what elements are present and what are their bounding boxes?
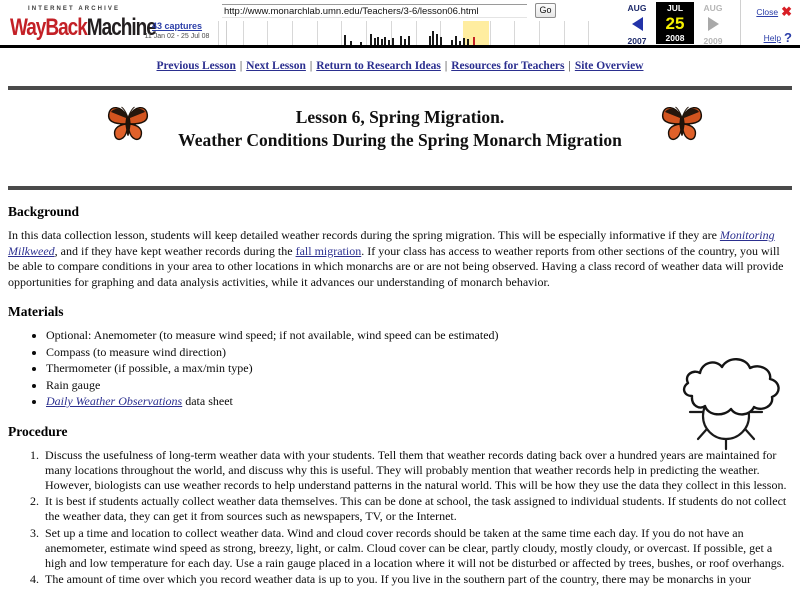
timeline-capture-bar[interactable]	[392, 38, 394, 45]
divider-top	[8, 86, 792, 90]
cloud-and-sun-icon	[662, 348, 792, 453]
nav-link-next-lesson[interactable]: Next Lesson	[246, 60, 306, 72]
timeline-year-separator	[218, 21, 219, 45]
background-text-2: , and if they have kept weather records during the	[54, 243, 296, 258]
captures-date-range: 11 Jan 02 - 25 Jul 08	[144, 33, 210, 40]
timeline-capture-bar[interactable]	[408, 36, 410, 45]
timeline-capture-bar[interactable]	[459, 41, 461, 45]
materials-item	[46, 394, 662, 410]
nav-link-site-overview[interactable]: Site Overview	[574, 60, 644, 72]
timeline-capture-bar[interactable]	[374, 38, 376, 45]
procedure-item: 1. Discuss the usefulness of long-term weather data with your students. Tell them that weather records dating back over a hundred years are maintained for many locations throughout the world, and discuss why this is useful. They will probably mention that weather records help in predicting the weather. However, biologists can use weather records to help understand patterns in the natural world. This will be how they use the data they collect in this lesson.	[42, 448, 792, 494]
timeline-year-separator	[267, 21, 268, 45]
date-nav-previous[interactable]	[618, 2, 656, 44]
help-row	[764, 30, 792, 45]
timeline-capture-bar[interactable]	[436, 34, 438, 45]
prev-arrow-button[interactable]	[618, 17, 656, 36]
captures-timeline[interactable]	[218, 21, 613, 45]
timeline-capture-bar[interactable]	[432, 31, 434, 45]
monarch-butterfly-icon-left	[105, 104, 151, 144]
timeline-year-separator	[366, 21, 367, 45]
materials-item: • Rain gauge	[46, 378, 662, 394]
timeline-capture-bar[interactable]	[350, 41, 352, 45]
timeline-capture-bar[interactable]	[400, 36, 402, 45]
timeline-year-separator	[564, 21, 565, 45]
timeline-year-separator	[317, 21, 318, 45]
materials-list	[8, 328, 662, 410]
next-arrow-button[interactable]	[694, 17, 732, 36]
url-input[interactable]	[222, 4, 527, 18]
timeline-year-separator	[490, 21, 491, 45]
timeline-capture-bar[interactable]	[388, 40, 390, 45]
wayback-machine-toolbar	[0, 0, 800, 48]
timeline-year-separator	[539, 21, 540, 45]
background-heading: Background	[8, 204, 80, 219]
prev-month-label: AUG	[627, 3, 647, 13]
materials-item: • Thermometer (if possible, a max/min type)	[46, 361, 662, 377]
timeline-current-capture-bar[interactable]	[473, 37, 475, 45]
timeline-year-separator	[416, 21, 417, 45]
procedure-item: 3. Set up a time and location to collect weather data. Wind and cloud cover records should be taken at the same time each day. If you do not have an anemometer, estimate wind speed as strong, breezy, light, or calm. Cloud cover can be clear, partly cloudy, mostly cloudy, or overcast. If possible, get a high and low temperature for each day. Use a rain gauge placed in a location where it will not be disturbed or affected by trees, bushes, or roof overhangs.	[42, 526, 792, 572]
logo-machine-text: Machine	[86, 15, 156, 42]
procedure-item: 2. It is best if students actually collect weather data themselves. This can be done at school, the task assigned to individual students. If students do not collect the weather data, they can get it from sources such as newspapers, TV, or the Internet.	[42, 494, 792, 524]
timeline-capture-bar[interactable]	[455, 36, 457, 45]
timeline-capture-bar[interactable]	[381, 39, 383, 45]
x-mark-icon[interactable]: ✖	[781, 4, 792, 19]
timeline-year-separator	[341, 21, 342, 45]
timeline-capture-bar[interactable]	[467, 39, 469, 45]
procedure-heading: Procedure	[8, 423, 68, 439]
timeline-capture-bar[interactable]	[384, 37, 386, 45]
daily-weather-observations-link[interactable]: Daily Weather Observations	[46, 394, 183, 408]
go-button[interactable]: Go	[535, 3, 556, 18]
nav-link-resources-for-teachers[interactable]: Resources for Teachers	[451, 60, 565, 72]
background-text-1: In this data collection lesson, students will keep detailed weather records during the spring migration. This will be especially informative if they are	[8, 228, 720, 242]
date-nav-current[interactable]	[656, 2, 694, 44]
arrow-left-icon[interactable]	[632, 17, 643, 31]
title-line-2: Weather Conditions During the Spring Monarch Migration	[178, 130, 622, 150]
nav-link-return-to-research-ideas[interactable]: Return to Research Ideas	[316, 60, 441, 72]
procedure-list	[8, 448, 792, 588]
materials-item: • Optional: Anemometer (to measure wind speed; if not available, wind speed can be estimated)	[46, 328, 662, 344]
timeline-year-separator	[514, 21, 515, 45]
toolbar-divider	[740, 0, 741, 45]
timeline-capture-bar[interactable]	[360, 42, 362, 45]
background-text-3: . If your class has access to weather reports from other sections of the country, you will be able to compare conditions in your area to other locations in which monarchs are or are not being observed. Having a class record of weather data will provide opportunities for graphing and data analysis activities, while it advances our understanding of monarch behavior.	[8, 243, 784, 289]
date-nav-next[interactable]	[694, 2, 732, 44]
procedure-item: 4. The amount of time over which you record weather data is up to you. If you live in the southern part of the country, there may be monarchs in your	[42, 572, 792, 587]
nav-separator: |	[568, 60, 571, 72]
nav-separator: |	[309, 60, 313, 72]
fall-migration-link[interactable]: fall migration	[295, 243, 362, 258]
date-navigator	[618, 0, 740, 45]
monitoring-milkweed-link[interactable]: Monitoring Milkweed	[8, 228, 775, 258]
logo-wayback-text: WayBack	[10, 15, 87, 42]
timeline-capture-bar[interactable]	[404, 39, 406, 45]
current-day-label: 25	[665, 14, 685, 33]
archived-page-content	[0, 48, 800, 587]
current-year-label: 2008	[665, 33, 685, 43]
timeline-capture-bar[interactable]	[370, 34, 372, 45]
internet-archive-label: INTERNET ARCHIVE	[28, 6, 121, 12]
monarch-butterfly-icon-right	[659, 104, 705, 144]
timeline-capture-bar[interactable]	[463, 38, 465, 45]
timeline-capture-bar[interactable]	[377, 37, 379, 45]
lesson-navigation-links	[0, 48, 800, 82]
materials-heading: Materials	[8, 304, 64, 319]
timeline-year-separator	[243, 21, 244, 45]
lesson-title-band	[0, 94, 800, 182]
materials-item: • Compass (to measure wind direction)	[46, 345, 662, 361]
prev-year-label: 2007	[627, 36, 647, 46]
close-link[interactable]: Close	[756, 7, 779, 17]
captures-count-link[interactable]: 43 captures	[151, 21, 203, 31]
help-link[interactable]: Help	[763, 33, 782, 43]
arrow-right-icon[interactable]	[708, 17, 719, 31]
current-month-label: JUL	[666, 3, 684, 13]
timeline-capture-bar[interactable]	[429, 36, 431, 45]
captures-summary	[128, 21, 227, 45]
timeline-capture-bar[interactable]	[440, 37, 442, 45]
timeline-capture-bar[interactable]	[344, 35, 346, 45]
nav-separator: |	[239, 60, 243, 72]
timeline-year-separator	[292, 21, 293, 45]
next-month-label: AUG	[703, 3, 723, 13]
nav-separator: |	[444, 60, 448, 72]
title-line-1: Lesson 6, Spring Migration.	[295, 107, 505, 127]
question-mark-icon[interactable]: ?	[784, 30, 792, 45]
page-title	[140, 106, 660, 152]
timeline-capture-bar[interactable]	[451, 40, 453, 45]
divider-below-title	[8, 186, 792, 190]
nav-link-previous-lesson[interactable]: Previous Lesson	[156, 60, 236, 72]
timeline-year-separator	[588, 21, 589, 45]
close-toolbar-row	[756, 4, 792, 20]
background-paragraph	[8, 228, 792, 290]
materials-item-text: data sheet	[182, 394, 233, 408]
next-year-label: 2009	[703, 36, 723, 46]
